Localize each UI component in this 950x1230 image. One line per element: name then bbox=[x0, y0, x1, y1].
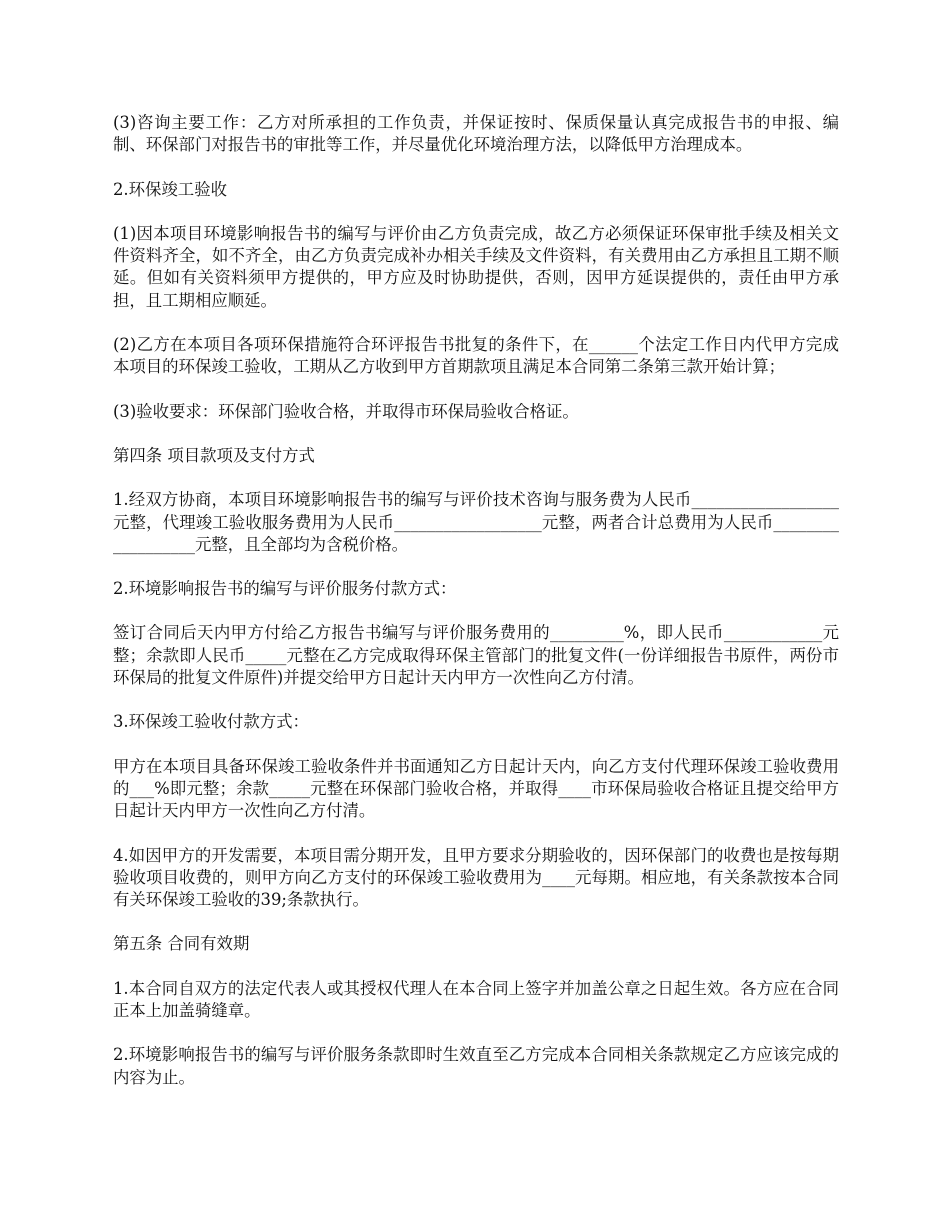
paragraph-consulting-work: (3)咨询主要工作：乙方对所承担的工作负责，并保证按时、保质保量认真完成报告书的申报、编制、环保部门对报告书的审批等工作，并尽量优化环境治理方法，以降低甲方治理成本。 bbox=[113, 113, 839, 155]
paragraph-staged-development: 4.如因甲方的开发需要，本项目需分期开发，且甲方要求分期验收的，因环保部门的收费也是按每期验收项目收费的，则甲方向乙方支付的环保竣工验收费用为____元每期。相应地，有关条款按本合同有关环保竣工验收的39;条款执行。 bbox=[113, 845, 839, 910]
paragraph-acceptance-payment: 甲方在本项目具备环保竣工验收条件并书面通知乙方日起计天内，向乙方支付代理环保竣工验收费用的___%即元整；余款_____元整在环保部门验收合格，并取得____市环保局验收合格证且提交给甲方日起计天内甲方一次性向乙方付清。 bbox=[113, 756, 839, 821]
section-heading-report-payment: 2.环境影响报告书的编写与评价服务付款方式： bbox=[113, 579, 457, 599]
paragraph-validity-1: 1.本合同自双方的法定代表人或其授权代理人在本合同上签字并加盖公章之日起生效。各方应在合同正本上加盖骑缝章。 bbox=[113, 978, 839, 1021]
document-body bbox=[113, 112, 839, 1111]
paragraph-validity-2: 2.环境影响报告书的编写与评价服务条款即时生效直至乙方完成本合同相关条款规定乙方应该完成的内容为止。 bbox=[113, 1045, 839, 1087]
section-heading-acceptance: 2.环保竣工验收 bbox=[113, 179, 227, 199]
article-heading-4: 第四条 项目款项及支付方式 bbox=[113, 445, 315, 465]
paragraph-fees: 1.经双方协商，本项目环境影响报告书的编写与评价技术咨询与服务费为人民币__________________元整，代理竣工验收服务费用为人民币__________________元整，两者合计总费用为人民币__________________元整，且全部均为含税价格。 bbox=[113, 490, 839, 554]
article-heading-5: 第五条 合同有效期 bbox=[113, 934, 250, 954]
paragraph-acceptance-2: (2)乙方在本项目各项环保措施符合环评报告书批复的条件下，在______个法定工作日内代甲方完成本项目的环保竣工验收，工期从乙方收到甲方首期款项且满足本合同第二条第三款开始计算； bbox=[113, 335, 839, 377]
paragraph-acceptance-3: (3)验收要求：环保部门验收合格，并取得市环保局验收合格证。 bbox=[113, 401, 579, 421]
paragraph-acceptance-1: (1)因本项目环境影响报告书的编写与评价由乙方负责完成，故乙方必须保证环保审批手续及相关文件资料齐全，如不齐全，由乙方负责完成补办相关手续及文件资料，有关费用由乙方承担且工期不顺延。但如有关资料须甲方提供的，甲方应及时协助提供，否则，因甲方延误提供的，责任由甲方承担，且工期相应顺延。 bbox=[113, 223, 839, 310]
section-heading-acceptance-payment: 3.环保竣工验收付款方式： bbox=[113, 712, 309, 732]
paragraph-report-payment: 签订合同后天内甲方付给乙方报告书编写与评价服务费用的_________%，即人民币____________元整；余款即人民币_____元整在乙方完成取得环保主管部门的批复文件(一份详细报告书原件，两份市环保局的批复文件原件)并提交给甲方日起计天内甲方一次性向乙方付清。 bbox=[113, 623, 839, 688]
